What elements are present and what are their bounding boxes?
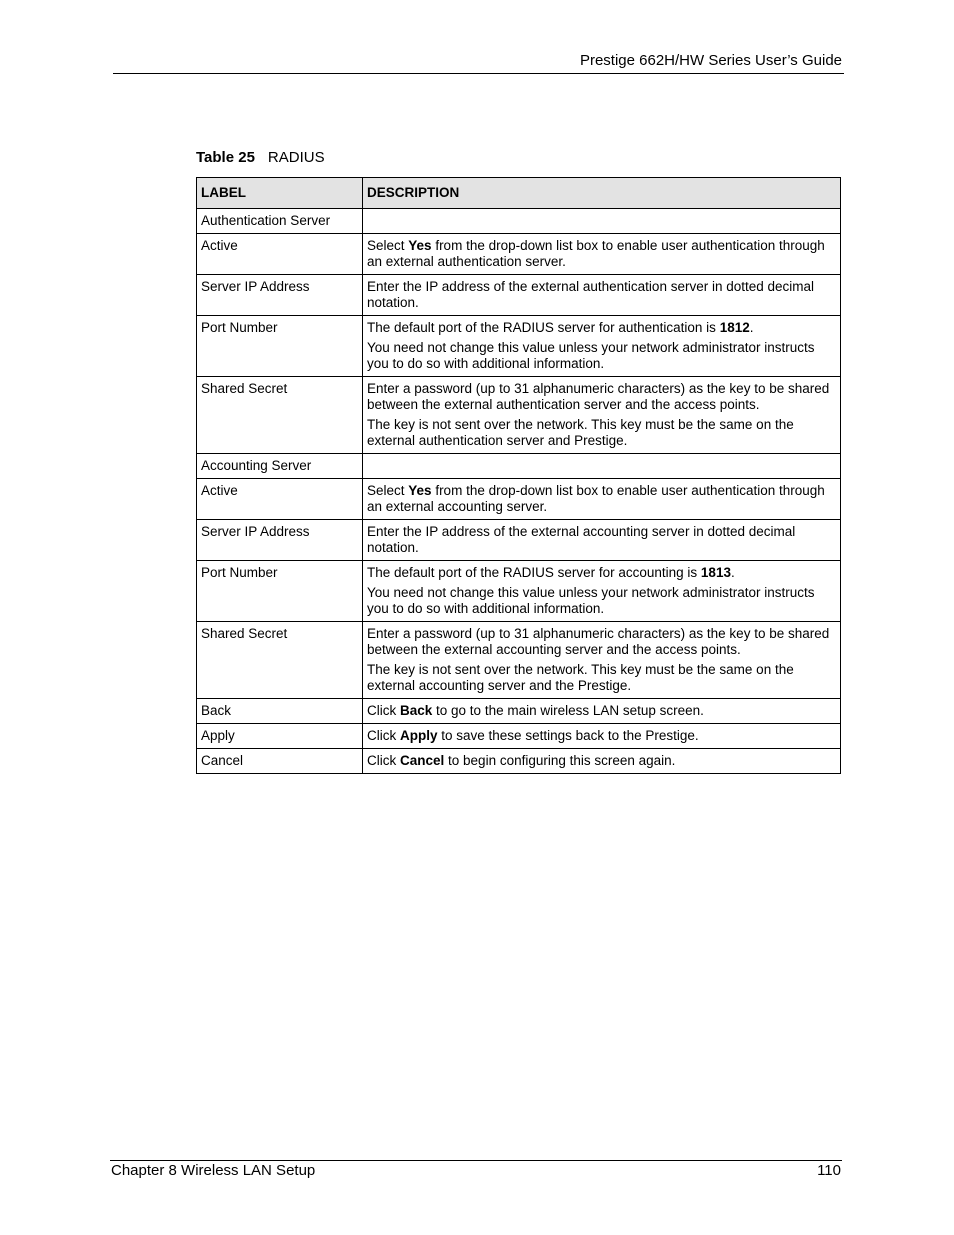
row-label: Port Number [197, 561, 363, 622]
description-paragraph [367, 662, 835, 694]
row-description [363, 209, 841, 234]
description-column-header: DESCRIPTION [363, 178, 841, 209]
row-label: Active [197, 234, 363, 275]
emphasized-term: Apply [400, 728, 438, 743]
description-paragraph [367, 703, 835, 719]
description-paragraph [367, 320, 835, 336]
description-paragraph [367, 626, 835, 658]
table-row [197, 209, 841, 234]
description-text: Click [367, 753, 400, 768]
row-description [363, 724, 841, 749]
emphasized-term: Cancel [400, 753, 445, 768]
description-text: Enter the IP address of the external accounting server in dotted decimal notation. [367, 524, 796, 555]
description-text: Click [367, 728, 400, 743]
row-description [363, 275, 841, 316]
description-paragraph [367, 238, 835, 270]
row-description [363, 749, 841, 774]
row-description [363, 622, 841, 699]
row-label: Server IP Address [197, 275, 363, 316]
description-text: from the drop-down list box to enable user authentication through an external authentication server. [367, 238, 825, 269]
table-row [197, 749, 841, 774]
table-row [197, 234, 841, 275]
description-text: The key is not sent over the network. This key must be the same on the external accounting server and the Prestige. [367, 662, 794, 693]
emphasized-term: 1813 [700, 565, 731, 580]
table-header-row [197, 178, 841, 209]
description-text: The default port of the RADIUS server for accounting is [367, 565, 701, 580]
footer-chapter: Chapter 8 Wireless LAN Setup [111, 1162, 316, 1179]
table-row [197, 377, 841, 454]
emphasized-term: 1812 [719, 320, 750, 335]
header-title: Prestige 662H/HW Series User’s Guide [579, 52, 842, 69]
description-paragraph [367, 279, 835, 311]
description-text: You need not change this value unless your network administrator instructs you to do so with additional information. [367, 340, 815, 371]
row-label: Shared Secret [197, 622, 363, 699]
description-paragraph [367, 524, 835, 556]
row-label: Port Number [197, 316, 363, 377]
table-row [197, 561, 841, 622]
row-label: Back [197, 699, 363, 724]
row-label: Cancel [197, 749, 363, 774]
table-row [197, 520, 841, 561]
description-paragraph [367, 753, 835, 769]
emphasized-term: Back [400, 703, 433, 718]
row-description [363, 479, 841, 520]
table-row [197, 275, 841, 316]
description-text: You need not change this value unless your network administrator instructs you to do so with additional information. [367, 585, 815, 616]
description-paragraph [367, 728, 835, 744]
radius-table [196, 177, 841, 774]
label-column-header: LABEL [197, 178, 363, 209]
table-row [197, 316, 841, 377]
footer-page-number: 110 [817, 1162, 841, 1179]
description-text: Enter a password (up to 31 alphanumeric characters) as the key to be shared between the external accounting server and the access points. [367, 626, 830, 657]
row-label: Active [197, 479, 363, 520]
table-caption [196, 149, 325, 166]
description-text: The default port of the RADIUS server for authentication is [367, 320, 720, 335]
table-row [197, 622, 841, 699]
description-paragraph [367, 417, 835, 449]
description-text: Click [367, 703, 400, 718]
table-row [197, 724, 841, 749]
table-body [197, 209, 841, 774]
table-row [197, 699, 841, 724]
row-description [363, 699, 841, 724]
description-paragraph [367, 565, 835, 581]
row-description [363, 316, 841, 377]
description-text: Select [367, 483, 409, 498]
row-label: Apply [197, 724, 363, 749]
description-text: to go to the main wireless LAN setup screen. [432, 703, 704, 718]
description-text: . [730, 565, 735, 580]
description-paragraph [367, 483, 835, 515]
table-row [197, 479, 841, 520]
row-label: Shared Secret [197, 377, 363, 454]
description-text: Select [367, 238, 409, 253]
row-label: Authentication Server [197, 209, 363, 234]
footer-rule [110, 1160, 842, 1161]
description-paragraph [367, 585, 835, 617]
description-text: . [749, 320, 754, 335]
table-number: Table 25 [196, 149, 255, 166]
row-label: Accounting Server [197, 454, 363, 479]
description-paragraph [367, 381, 835, 413]
description-text: Enter the IP address of the external authentication server in dotted decimal notation. [367, 279, 815, 310]
row-label: Server IP Address [197, 520, 363, 561]
row-description [363, 454, 841, 479]
table-row [197, 454, 841, 479]
description-text: to begin configuring this screen again. [444, 753, 676, 768]
row-description [363, 520, 841, 561]
table-title: RADIUS [267, 149, 325, 166]
description-text: Enter a password (up to 31 alphanumeric characters) as the key to be shared between the external authentication server and the access points. [367, 381, 830, 412]
row-description [363, 234, 841, 275]
description-text: to save these settings back to the Prestige. [437, 728, 699, 743]
description-text: from the drop-down list box to enable user authentication through an external accounting server. [367, 483, 825, 514]
row-description [363, 561, 841, 622]
emphasized-term: Yes [408, 483, 432, 498]
description-text: The key is not sent over the network. This key must be the same on the external authentication server and Prestige. [367, 417, 794, 448]
row-description [363, 377, 841, 454]
emphasized-term: Yes [408, 238, 432, 253]
description-paragraph [367, 340, 835, 372]
header-rule [113, 73, 844, 74]
